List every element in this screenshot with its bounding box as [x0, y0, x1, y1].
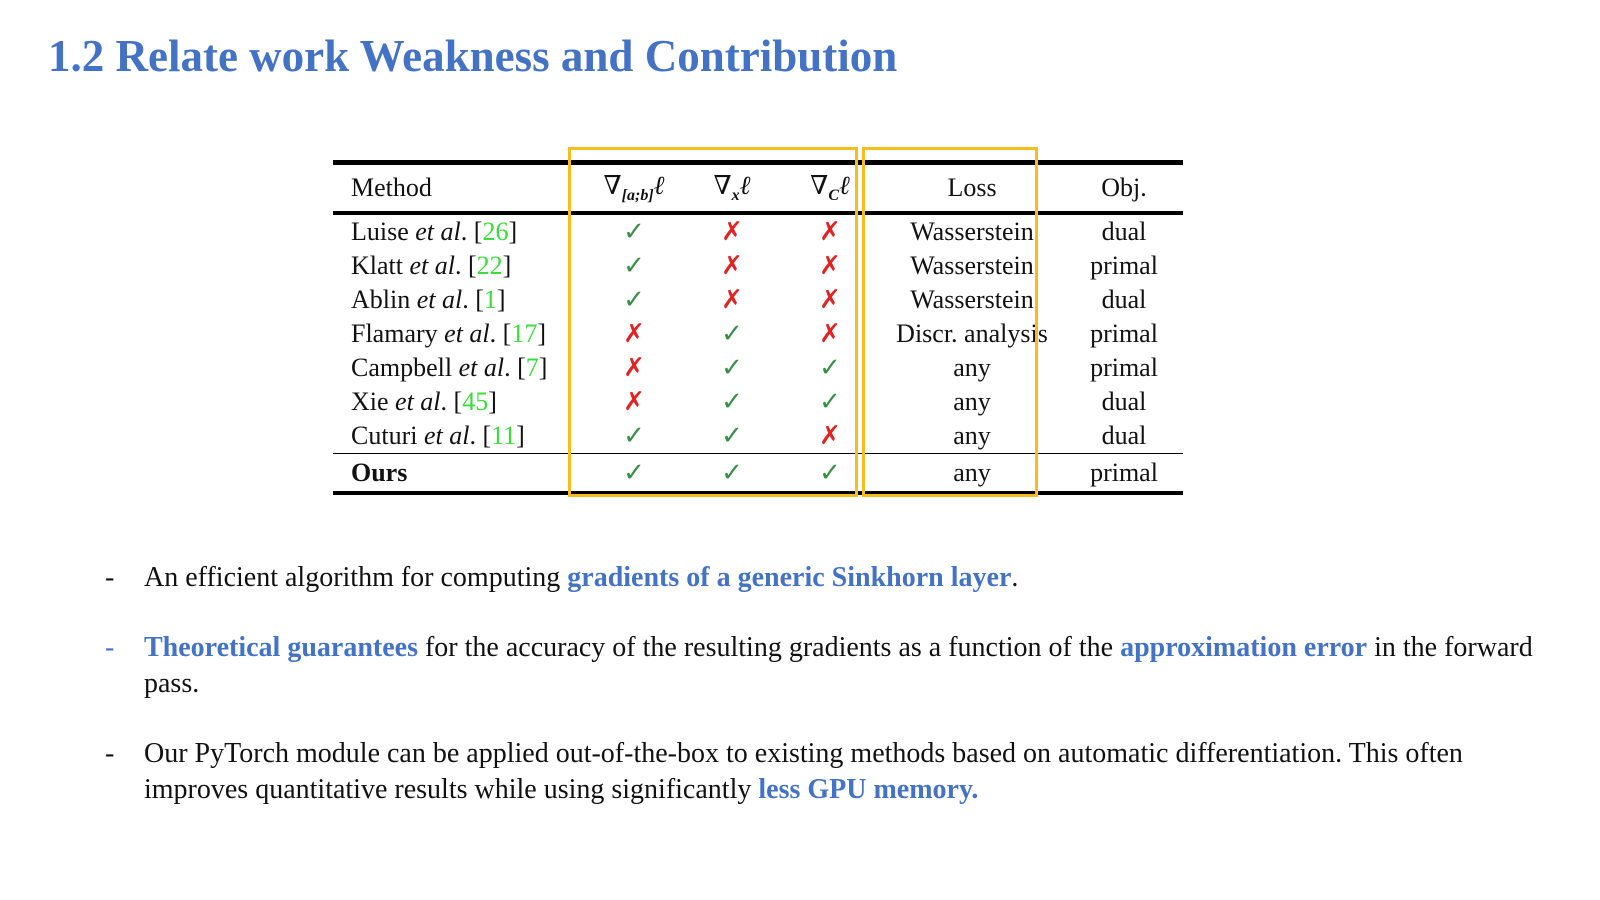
et-al-text: et al: [423, 421, 470, 450]
header-method: Method: [351, 173, 432, 202]
cross-mark-icon: ✗: [819, 421, 841, 451]
nabla-symbol: ∇: [713, 170, 732, 200]
check-mark-icon: ✓: [623, 251, 645, 281]
obj-cell: primal: [1090, 251, 1158, 280]
check-mark-icon: ✓: [819, 457, 841, 488]
et-al-text: et al: [416, 285, 463, 314]
cross-mark-icon: ✗: [819, 217, 841, 247]
header-loss: Loss: [947, 173, 997, 202]
method-cell: Luise et al. [26]: [351, 217, 518, 246]
method-cell: Klatt et al. [22]: [351, 251, 512, 280]
loss-cell: Wasserstein: [910, 217, 1034, 246]
nabla-symbol: ∇: [810, 170, 829, 200]
author-name: Campbell: [351, 353, 453, 382]
citation-number: 1: [483, 285, 497, 314]
check-mark-icon: ✓: [721, 421, 743, 451]
cross-mark-icon: ✗: [623, 319, 645, 349]
check-mark-icon: ✓: [721, 353, 743, 383]
cross-mark-icon: ✗: [721, 251, 743, 281]
author-name: Flamary: [351, 319, 438, 348]
check-mark-icon: ✓: [721, 387, 743, 417]
check-mark-icon: ✓: [623, 421, 645, 451]
obj-cell: primal: [1090, 319, 1158, 348]
loss-cell: Discr. analysis: [896, 319, 1048, 348]
loss-cell: any: [953, 421, 991, 450]
author-name: Xie: [351, 387, 389, 416]
highlighted-text: approximation error: [1120, 632, 1368, 663]
author-name: Cuturi: [351, 421, 418, 450]
highlighted-text: gradients of a generic Sinkhorn layer: [567, 562, 1012, 593]
method-cell: Campbell et al. [7]: [351, 353, 548, 382]
grad-ab-subscript: [a;b]: [621, 187, 654, 205]
obj-cell: dual: [1101, 421, 1147, 450]
obj-cell: dual: [1101, 387, 1147, 416]
cross-mark-icon: ✗: [819, 319, 841, 349]
body-text: .: [1011, 562, 1019, 593]
et-al-text: et al: [409, 251, 455, 280]
cross-mark-icon: ✗: [721, 217, 743, 247]
loss-cell: any: [953, 387, 991, 416]
header-obj: Obj.: [1101, 173, 1147, 202]
obj-cell: dual: [1101, 217, 1147, 246]
body-text: Our PyTorch module can be applied out-of-the-box to existing methods based on automatic differentiation. This often improves quantitative results while using significantly: [144, 738, 1463, 805]
gradient-columns-highlight-box: [568, 147, 858, 497]
comparison-table-wrapper: [333, 160, 1183, 495]
citation-number: 45: [462, 387, 489, 416]
method-cell: Cuturi et al. [11]: [351, 421, 525, 450]
bullet-dash: -: [105, 632, 115, 663]
obj-cell: primal: [1090, 353, 1158, 382]
ell-symbol: ℓ: [653, 170, 665, 200]
highlighted-text: less GPU memory.: [758, 774, 979, 805]
cross-mark-icon: ✗: [623, 387, 645, 417]
loss-cell: any: [953, 353, 991, 382]
obj-cell: dual: [1101, 285, 1147, 314]
author-name: Ablin: [351, 285, 411, 314]
citation-number: 17: [511, 319, 538, 348]
body-text: An efficient algorithm for computing: [144, 562, 568, 593]
check-mark-icon: ✓: [623, 285, 645, 315]
page-title: 1.2 Relate work Weakness and Contribution: [48, 31, 898, 81]
cross-mark-icon: ✗: [623, 353, 645, 383]
contribution-item: [105, 736, 1544, 808]
grad-x-subscript: x: [731, 187, 740, 205]
cross-mark-icon: ✗: [721, 285, 743, 315]
contribution-item: [105, 630, 1544, 702]
cross-mark-icon: ✗: [819, 251, 841, 281]
method-cell: [333, 454, 585, 494]
nabla-symbol: ∇: [603, 170, 622, 200]
check-mark-icon: ✓: [721, 319, 743, 349]
et-al-text: et al: [415, 217, 461, 246]
grad-c-subscript: C: [828, 187, 839, 205]
check-mark-icon: ✓: [721, 457, 743, 488]
bullet-dash: -: [105, 738, 115, 769]
loss-cell: Wasserstein: [910, 285, 1034, 314]
ell-symbol: ℓ: [739, 170, 751, 200]
bullet-dash: -: [105, 562, 115, 593]
et-al-text: et al: [444, 319, 490, 348]
highlighted-text: Theoretical guarantees: [144, 632, 418, 663]
method-cell: Ablin et al. [1]: [351, 285, 506, 314]
loss-cell: Wasserstein: [910, 251, 1034, 280]
obj-cell: primal: [1090, 457, 1158, 487]
loss-column-highlight-box: [862, 147, 1038, 497]
et-al-text: et al: [458, 353, 505, 382]
check-mark-icon: ✓: [623, 217, 645, 247]
body-text: in the forward pass.: [144, 632, 1533, 699]
cross-mark-icon: ✗: [819, 285, 841, 315]
citation-number: 26: [482, 217, 509, 246]
author-name: Klatt: [351, 251, 403, 280]
method-cell: Xie et al. [45]: [351, 387, 497, 416]
method-cell: Flamary et al. [17]: [351, 319, 546, 348]
loss-cell: any: [953, 457, 991, 487]
check-mark-icon: ✓: [623, 457, 645, 488]
citation-number: 7: [525, 353, 539, 382]
body-text: for the accuracy of the resulting gradients as a function of the: [417, 632, 1121, 663]
citation-number: 11: [491, 421, 517, 450]
et-al-text: et al: [395, 387, 441, 416]
contribution-item: [105, 560, 1544, 596]
ell-symbol: ℓ: [838, 170, 850, 200]
citation-number: 22: [476, 251, 503, 280]
check-mark-icon: ✓: [819, 387, 841, 417]
author-name: Luise: [351, 217, 409, 246]
check-mark-icon: ✓: [819, 353, 841, 383]
ours-label: Ours: [351, 457, 408, 487]
